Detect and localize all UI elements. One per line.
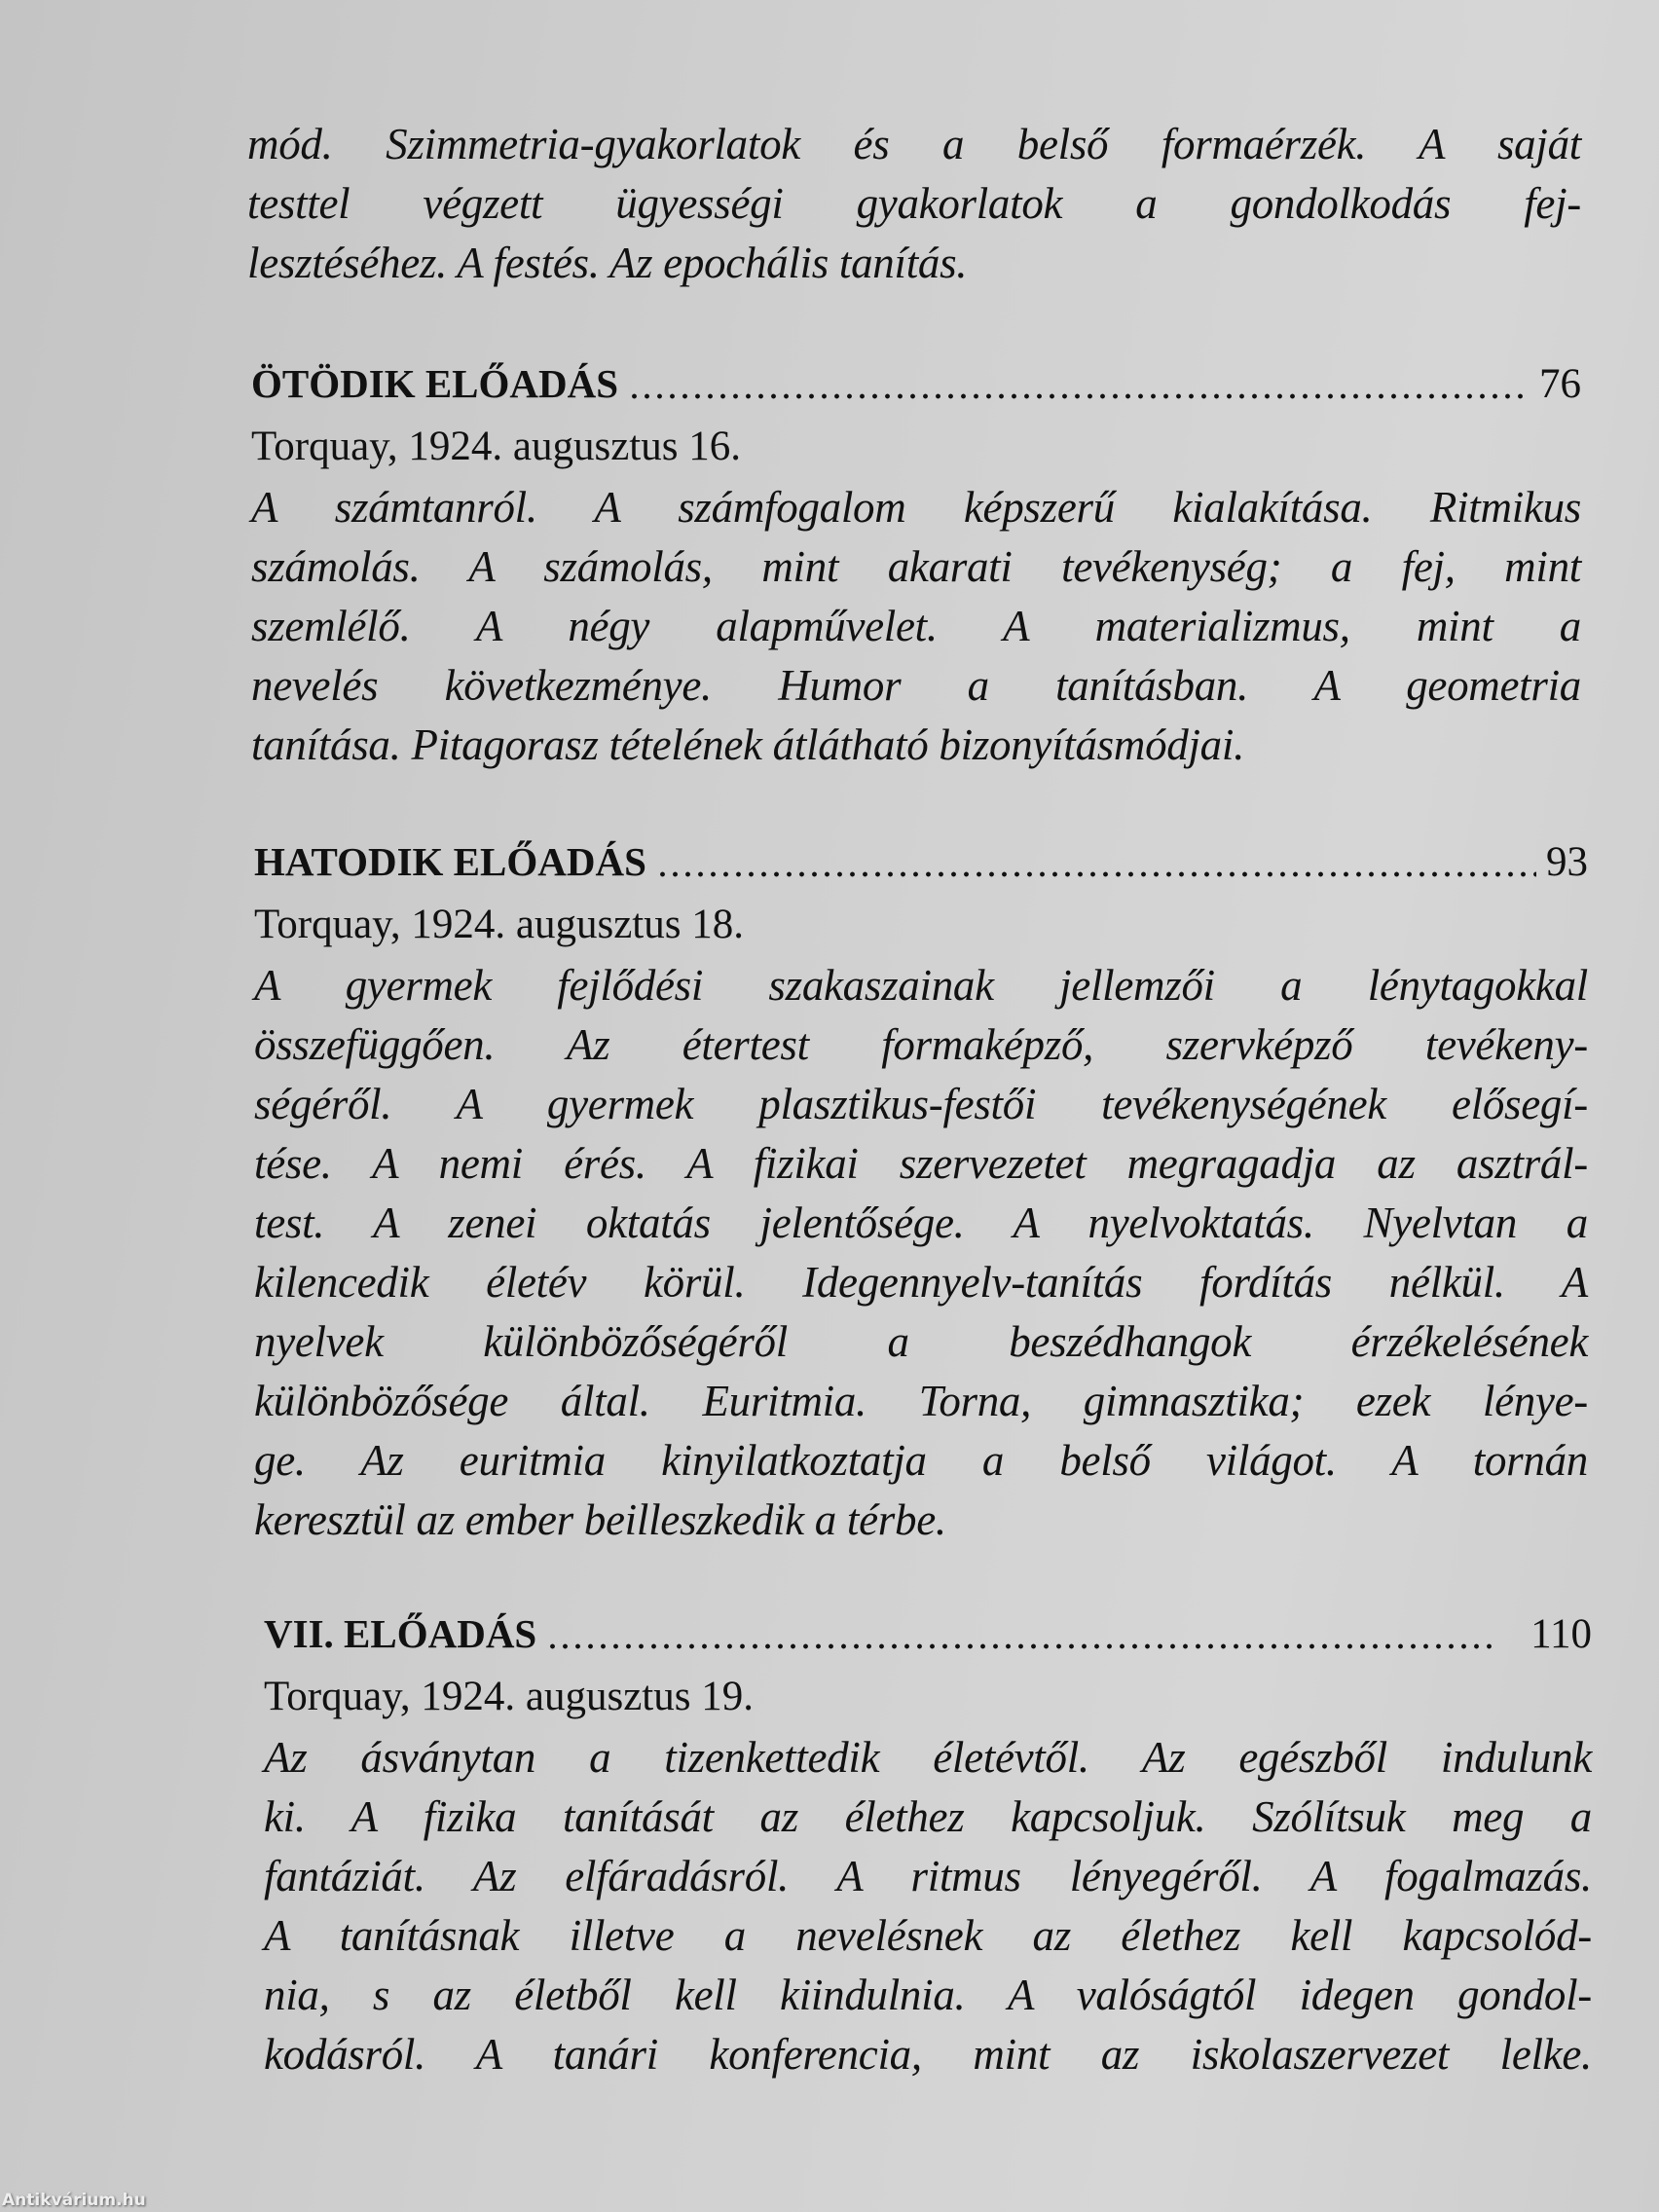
dot-leader	[628, 392, 1530, 400]
text-line: számolás. A számolás, mint akarati tevékenység; a fej, mint	[251, 542, 1581, 591]
text-line: nevelés következménye. Humor a tanításban. A geometria	[251, 661, 1581, 710]
chapter-title: VII. ELŐADÁS	[264, 1611, 537, 1656]
toc-heading	[264, 1602, 1592, 1666]
text-line: lesztéséhez. A festés. Az epochális tanítás.	[247, 239, 968, 287]
text-line: különbözősége által. Euritmia. Torna, gimnasztika; ezek lénye-	[254, 1377, 1588, 1425]
text-line: ki. A fizika tanítását az élethez kapcsoljuk. Szólítsuk meg a	[264, 1792, 1592, 1841]
text-line: tése. A nemi érés. A fizikai szervezetet megragadja az asztrál-	[254, 1139, 1588, 1188]
lecture-date: Torquay, 1924. augusztus 16.	[251, 424, 741, 469]
text-line: tanítása. Pitagorasz tételének átlátható bizonyításmódjai.	[251, 720, 1245, 769]
chapter-title: ÖTÖDIK ELŐADÁS	[251, 361, 619, 406]
page-number: 76	[1539, 361, 1581, 407]
dot-leader	[656, 870, 1536, 878]
page-number: 93	[1546, 839, 1588, 885]
text-line: összefüggően. Az étertest formaképző, szervképző tevékeny-	[254, 1020, 1588, 1069]
lecture-date: Torquay, 1924. augusztus 18.	[254, 902, 744, 947]
text-line: ségéről. A gyermek plasztikus-festői tevékenységének elősegí-	[254, 1080, 1588, 1128]
text-line: szemlélő. A négy alapművelet. A materializmus, mint a	[251, 602, 1581, 650]
text-line: ge. Az euritmia kinyilatkoztatja a belső világot. A tornán	[254, 1436, 1588, 1485]
page-number: 110	[1530, 1611, 1592, 1657]
text-line: test. A zenei oktatás jelentősége. A nyelvoktatás. Nyelvtan a	[254, 1198, 1588, 1247]
intro-paragraph	[247, 115, 1581, 293]
text-line: nyelvek különbözőségéről a beszédhangok érzékelésének	[254, 1317, 1588, 1366]
text-line: fantáziát. Az elfáradásról. A ritmus lényegéről. A fogalmazás.	[264, 1852, 1592, 1900]
chapter-title: HATODIK ELŐADÁS	[254, 839, 646, 884]
text-line: Az ásványtan a tizenkettedik életévtől. Az egészből indulunk	[264, 1733, 1592, 1782]
text-line: kodásról. A tanári konferencia, mint az iskolaszervezet lelke.	[264, 2030, 1592, 2079]
toc-heading	[254, 830, 1588, 894]
toc-entry-6	[254, 830, 1588, 1550]
text-line: kilencedik életév körül. Idegennyelv-tanítás fordítás nélkül. A	[254, 1258, 1588, 1307]
toc-heading	[251, 351, 1581, 416]
text-line: testtel végzett ügyességi gyakorlatok a gondolkodás fej-	[247, 179, 1581, 228]
text-line: mód. Szimmetria-gyakorlatok és a belső formaérzék. A saját	[247, 120, 1581, 168]
text-line: A tanításnak illetve a nevelésnek az élethez kell kapcsolód-	[264, 1911, 1592, 1960]
toc-entry-7	[264, 1602, 1592, 2084]
watermark-logo: Antikvárium.hu	[2, 2191, 146, 2210]
toc-entry-5	[251, 351, 1581, 775]
text-line: keresztül az ember beilleszkedik a térbe.	[254, 1495, 946, 1544]
lecture-date: Torquay, 1924. augusztus 19.	[264, 1674, 754, 1719]
text-line: A gyermek fejlődési szakaszainak jellemzői a lénytagokkal	[254, 961, 1588, 1010]
dot-leader	[546, 1642, 1495, 1650]
text-line: nia, s az életből kell kiindulnia. A valóságtól idegen gondol-	[264, 1971, 1592, 2019]
text-line: A számtanról. A számfogalom képszerű kialakítása. Ritmikus	[251, 483, 1581, 532]
